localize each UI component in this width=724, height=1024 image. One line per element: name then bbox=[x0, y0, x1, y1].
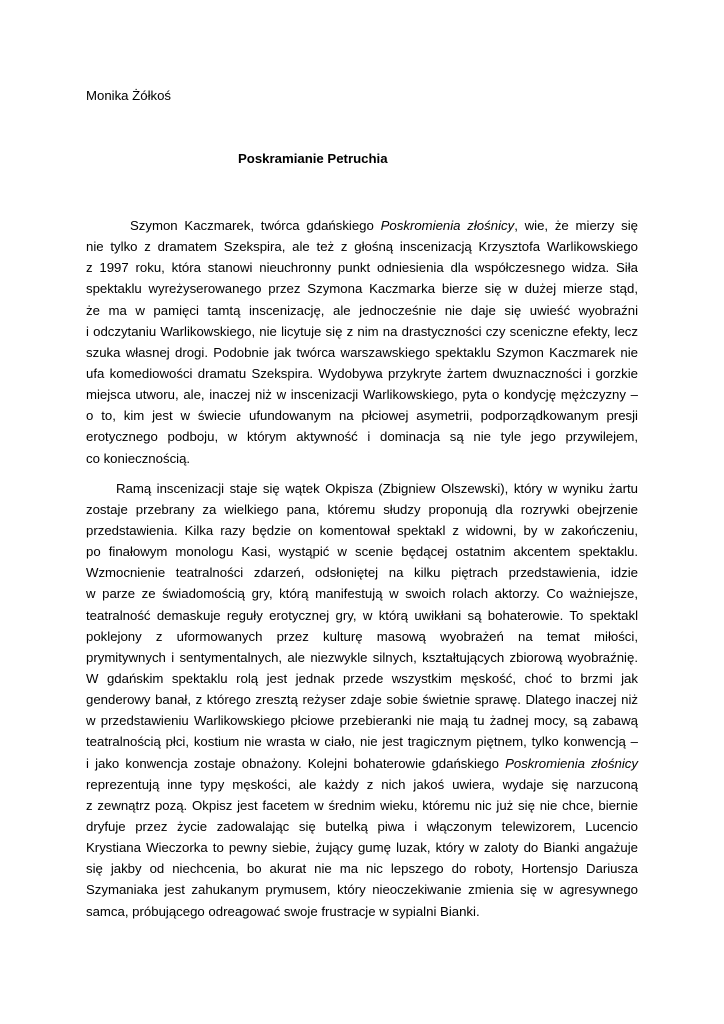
text-line: i odczytaniu Warlikowskiego, nie licytuje się z nim na drastyczności czy sceniczne efekty, lecz bbox=[86, 323, 638, 339]
text-line: W gdańskim spektaklu rolą jest jednak przede wszystkim męskość, choć to brzmi jak bbox=[86, 670, 638, 686]
text-line: Krystiana Wieczorka to pewny siebie, żujący gumę luzak, który w zaloty do Bianki angażuje bbox=[86, 840, 638, 856]
paragraph-2 bbox=[86, 478, 638, 922]
text-line: dryfuje przez życie zadowalając się butelką piwa i włączonym telewizorem, Lucencio bbox=[86, 818, 638, 834]
text-line: z zewnątrz pozą. Okpisz jest facetem w średnim wieku, któremu nic już się nie chce, biernie bbox=[86, 797, 638, 813]
text-line: nie tylko z dramatem Szekspira, ale też z głośną inscenizacją Krzysztofa Warlikowskiego bbox=[86, 239, 638, 255]
text-line: szuka własnej drogi. Podobnie jak twórca warszawskiego spektaklu Szymon Kaczmarek nie bbox=[86, 344, 638, 360]
text-line: poklejony z uformowanych przez kulturę masową wyobrażeń na temat miłości, bbox=[86, 628, 638, 644]
text-line: miejsca utworu, ale, inaczej niż w inscenizacji Warlikowskiego, pyta o kondycję mężczyzny – bbox=[86, 387, 638, 403]
text-line: teatralnością płci, kostium nie wrasta w ciało, nie jest tragicznym piętnem, tylko konwencją – bbox=[86, 734, 638, 750]
paragraph-1 bbox=[86, 215, 638, 469]
text-line: erotycznego podboju, w którym aktywność i dominacja są nie tyle jego przywilejem, bbox=[86, 429, 638, 445]
author-name: Monika Żółkoś bbox=[86, 88, 172, 103]
text-line: Szymon Kaczmarek, twórca gdańskiego Poskromienia złośnicy, wie, że mierzy się bbox=[130, 218, 638, 233]
article-body bbox=[86, 215, 638, 922]
text-line: w przedstawieniu Warlikowskiego płciowe przebieranki nie mają tu żadnej mocy, są zabawą bbox=[86, 713, 638, 729]
text-line: Ramą inscenizacji staje się wątek Okpisza (Zbigniew Olszewski), który w wyniku żartu bbox=[116, 480, 638, 496]
text-line: spektaklu wyreżyserowanego przez Szymona Kaczmarka bierze się w dużej mierze stąd, bbox=[86, 281, 638, 297]
text-line: po finałowym monologu Kasi, wystąpić w scenie będącej ostatnim akcentem spektaklu. bbox=[86, 544, 638, 560]
text-line: prymitywnych i sentymentalnych, ale niezwykle silnych, kształtujących zbiorową wyobraźnię. bbox=[86, 649, 638, 665]
text-line: teatralność demaskuje reguły erotycznej gry, w którą uwikłani są bohaterowie. To spektakl bbox=[86, 607, 638, 623]
text-line: samca, próbującego odreagować swoje frustracje w sypialni Bianki. bbox=[86, 903, 480, 919]
text-line: z 1997 roku, która stanowi nieuchronny punkt odniesienia dla współczesnego widza. Siła bbox=[86, 260, 638, 276]
text-line: co koniecznością. bbox=[86, 450, 191, 466]
text-line: się jakby od niechcenia, bo akurat nie ma nic lepszego do roboty, Hortensjo Dariusza bbox=[86, 861, 638, 877]
text-line: ufa komediowości dramatu Szekspira. Wydobywa przykryte żartem dwuznaczności i gorzkie bbox=[86, 365, 638, 381]
text-line: w parze ze świadomością gry, którą manifestują w swoich rolach aktorzy. Co ważniejsze, bbox=[86, 586, 638, 602]
text-line: genderowy banał, z którego zresztą reżyser zdaje sobie świetnie sprawę. Dlatego inaczej niż bbox=[86, 692, 638, 708]
article-title: Poskramianie Petruchia bbox=[238, 151, 388, 166]
text-line: zostaje przebrany za wielkiego pana, któremu słudzy proponują dla rozrywki obejrzenie bbox=[86, 501, 638, 517]
text-line: i jako konwencja zostaje obnażony. Kolejni bohaterowie gdańskiego Poskromienia złośnicy bbox=[86, 755, 638, 771]
text-line: reprezentują inne typy męskości, ale każdy z nich jakoś uwiera, wydaje się narzuconą bbox=[86, 776, 638, 792]
text-line: przedstawienia. Kilka razy będzie on komentował spektakl z widowni, by w zakończeniu, bbox=[86, 522, 638, 538]
text-line: Wzmocnienie teatralności zdarzeń, odsłoniętej na kilku piętrach przedstawienia, idzie bbox=[86, 565, 638, 581]
text-line: Szymaniaka jest zahukanym prymusem, który nieoczekiwanie zmienia się w agresywnego bbox=[86, 882, 638, 898]
text-line: że ma w pamięci tamtą inscenizację, ale jednocześnie nie daje się uwieść wyobraźni bbox=[86, 302, 638, 318]
text-line: o to, kim jest w świecie ufundowanym na płciowej asymetrii, podporządkowanym presji bbox=[86, 408, 638, 424]
